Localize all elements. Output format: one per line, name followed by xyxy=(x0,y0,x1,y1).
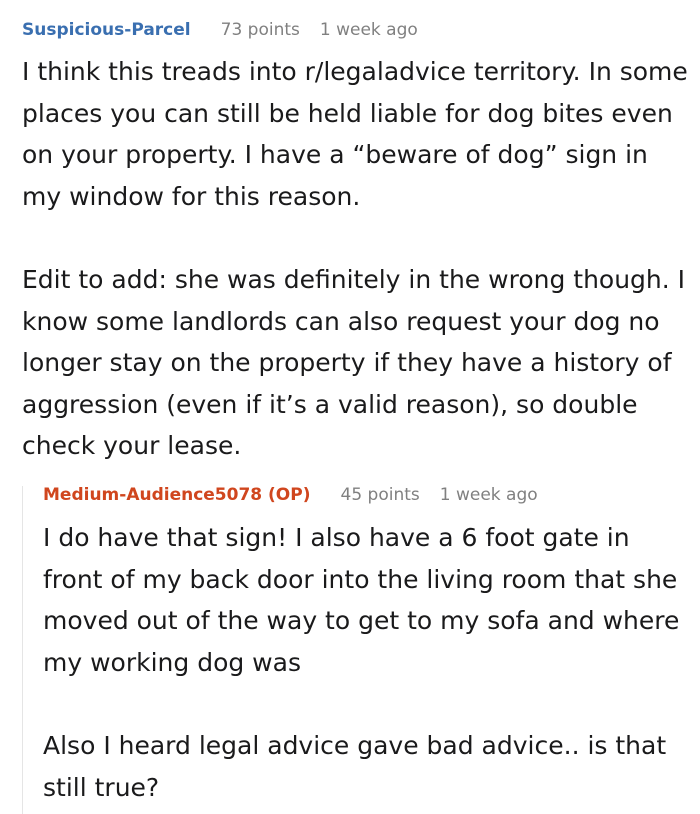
comment-meta xyxy=(43,483,693,507)
reply-thread-line[interactable] xyxy=(22,486,23,814)
comment-paragraph: Edit to add: she was definitely in the wrong though. I know some landlords can also request your dog no longer stay on the property if they have a history of aggression (even if it’s a valid reason), so double check your lease. xyxy=(22,265,686,460)
comment-paragraph: I think this treads into r/legaladvice territory. In some places you can still be held liable for dog bites even on your property. I have a “beware of dog” sign in my window for this reason. xyxy=(22,57,688,211)
comment-points: 73 points xyxy=(220,20,300,40)
comment-points: 45 points xyxy=(340,485,420,505)
comment-body xyxy=(43,517,693,808)
comment-timestamp[interactable]: 1 week ago xyxy=(319,20,418,40)
comment-paragraph: I do have that sign! I also have a 6 foot gate in front of my back door into the living room that she moved out of the way to get to my sofa and where my working dog was xyxy=(43,523,680,677)
comment-meta xyxy=(22,18,692,42)
comment-body xyxy=(22,51,692,467)
comment-author[interactable]: Suspicious-Parcel xyxy=(22,20,191,40)
comment-timestamp[interactable]: 1 week ago xyxy=(439,485,538,505)
comment xyxy=(22,18,692,467)
comment-author-op[interactable]: Medium-Audience5078 (OP) xyxy=(43,485,311,505)
comment-paragraph: Also I heard legal advice gave bad advice.. is that still true? xyxy=(43,731,667,802)
reply-comment xyxy=(43,483,693,808)
